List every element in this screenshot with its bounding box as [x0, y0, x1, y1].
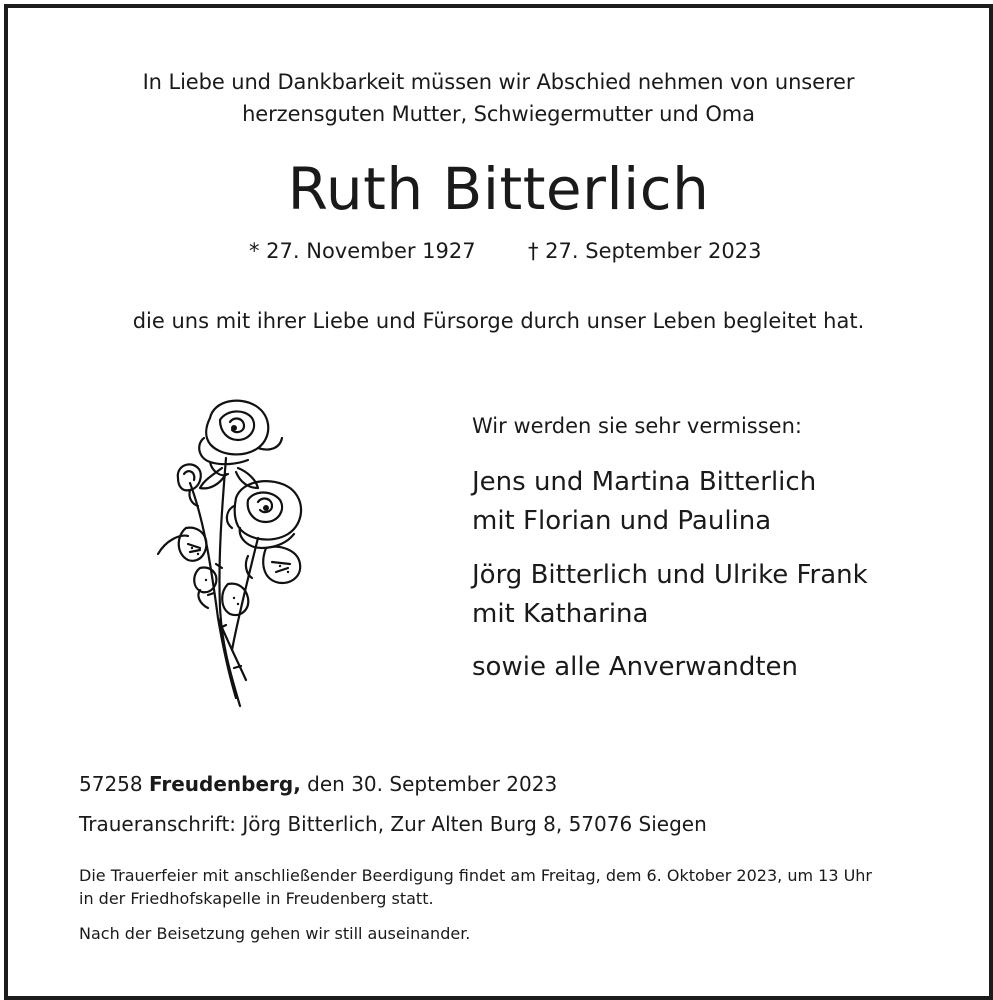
family-group-2	[472, 556, 868, 634]
birth-date: * 27. November 1927	[249, 239, 476, 263]
intro-line-1: In Liebe und Dankbarkeit müssen wir Abschied nehmen von unserer	[142, 70, 855, 94]
family-2-children: mit Katharina	[472, 599, 649, 629]
obituary-notice	[4, 4, 993, 1000]
postcode: 57258	[79, 772, 143, 796]
ceremony-line-2: in der Friedhofskapelle in Freudenberg statt.	[79, 889, 434, 908]
farewell-note: Nach der Beisetzung gehen wir still auseinander.	[79, 924, 471, 943]
family-2-names: Jörg Bitterlich und Ulrike Frank	[472, 560, 868, 590]
family-group-1	[472, 463, 816, 541]
town-name: Freudenberg,	[148, 772, 301, 796]
deceased-name: Ruth Bitterlich	[287, 155, 710, 223]
death-date: † 27. September 2023	[528, 239, 762, 263]
rose-bouquet-icon	[148, 388, 308, 718]
ceremony-line-1: Die Trauerfeier mit anschließender Beerdigung findet am Freitag, dem 6. Oktober 2023, um 13 Uhr	[79, 866, 873, 885]
relatives-line: sowie alle Anverwandten	[472, 652, 799, 682]
intro-text	[8, 66, 989, 130]
intro-line-2: herzensguten Mutter, Schwiegermutter und Oma	[242, 102, 755, 126]
mourners-heading: Wir werden sie sehr vermissen:	[472, 414, 802, 438]
place-date-line	[79, 769, 557, 799]
ceremony-info	[79, 864, 939, 910]
closing-line: die uns mit ihrer Liebe und Fürsorge durch unser Leben begleitet hat.	[132, 309, 865, 333]
mourning-address: Traueranschrift: Jörg Bitterlich, Zur Alten Burg 8, 57076 Siegen	[79, 812, 707, 836]
family-1-names: Jens und Martina Bitterlich	[472, 467, 817, 497]
notice-date: den 30. September 2023	[307, 772, 558, 796]
family-1-children: mit Florian und Paulina	[472, 506, 772, 536]
